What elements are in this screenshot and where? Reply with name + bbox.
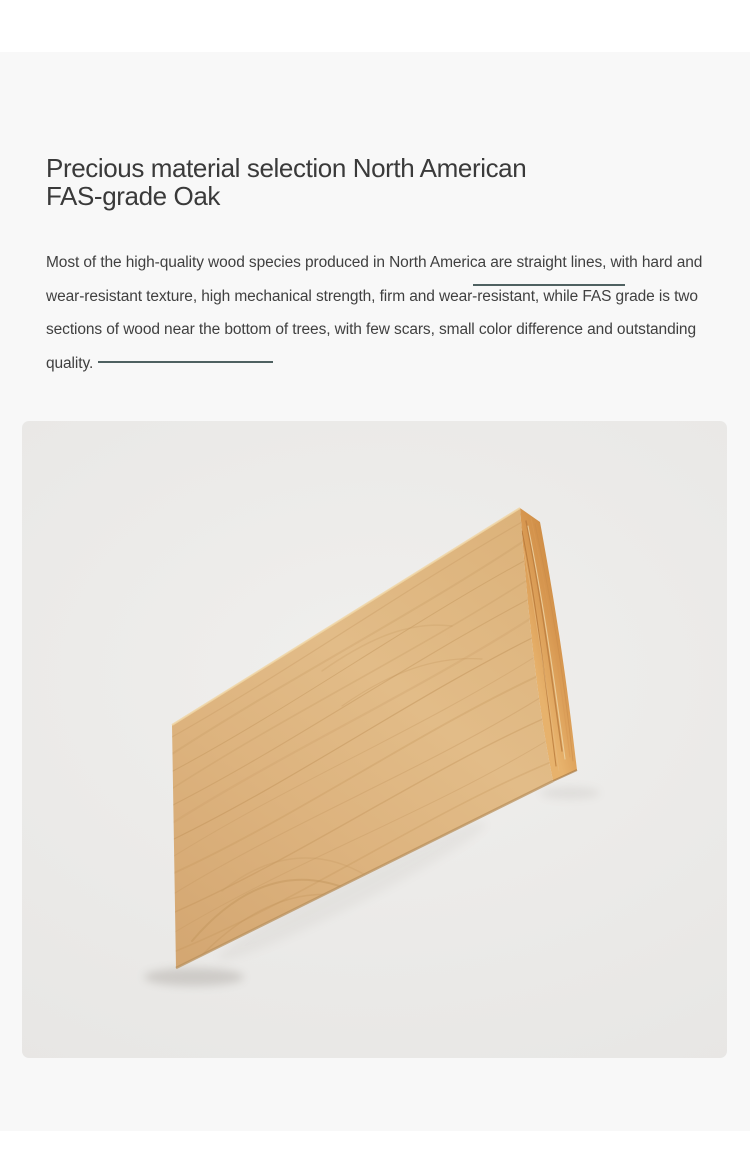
description-line-2: wear-resistant texture, high mechanical strength, firm and wear-resistant, while FAS grade is two [46,287,698,305]
description-line-1: Most of the high-quality wood species produced in North America are straight lines, with hard and [46,254,703,271]
accent-underline-1 [473,284,625,286]
oak-board-image [22,421,727,1058]
section-description [46,246,726,380]
description-line-3: sections of wood near the bottom of trees, with few scars, small color difference and outstanding [46,321,696,338]
page-title-line-2: FAS-grade Oak [46,180,220,211]
page-title [46,155,606,210]
board-shadow [144,968,244,986]
product-image-card [22,421,727,1058]
description-line-4: quality. [46,354,94,372]
page-title-line-1: Precious material selection North American [46,153,527,183]
board-shadow-right [540,787,600,799]
accent-underline-2 [98,361,273,363]
